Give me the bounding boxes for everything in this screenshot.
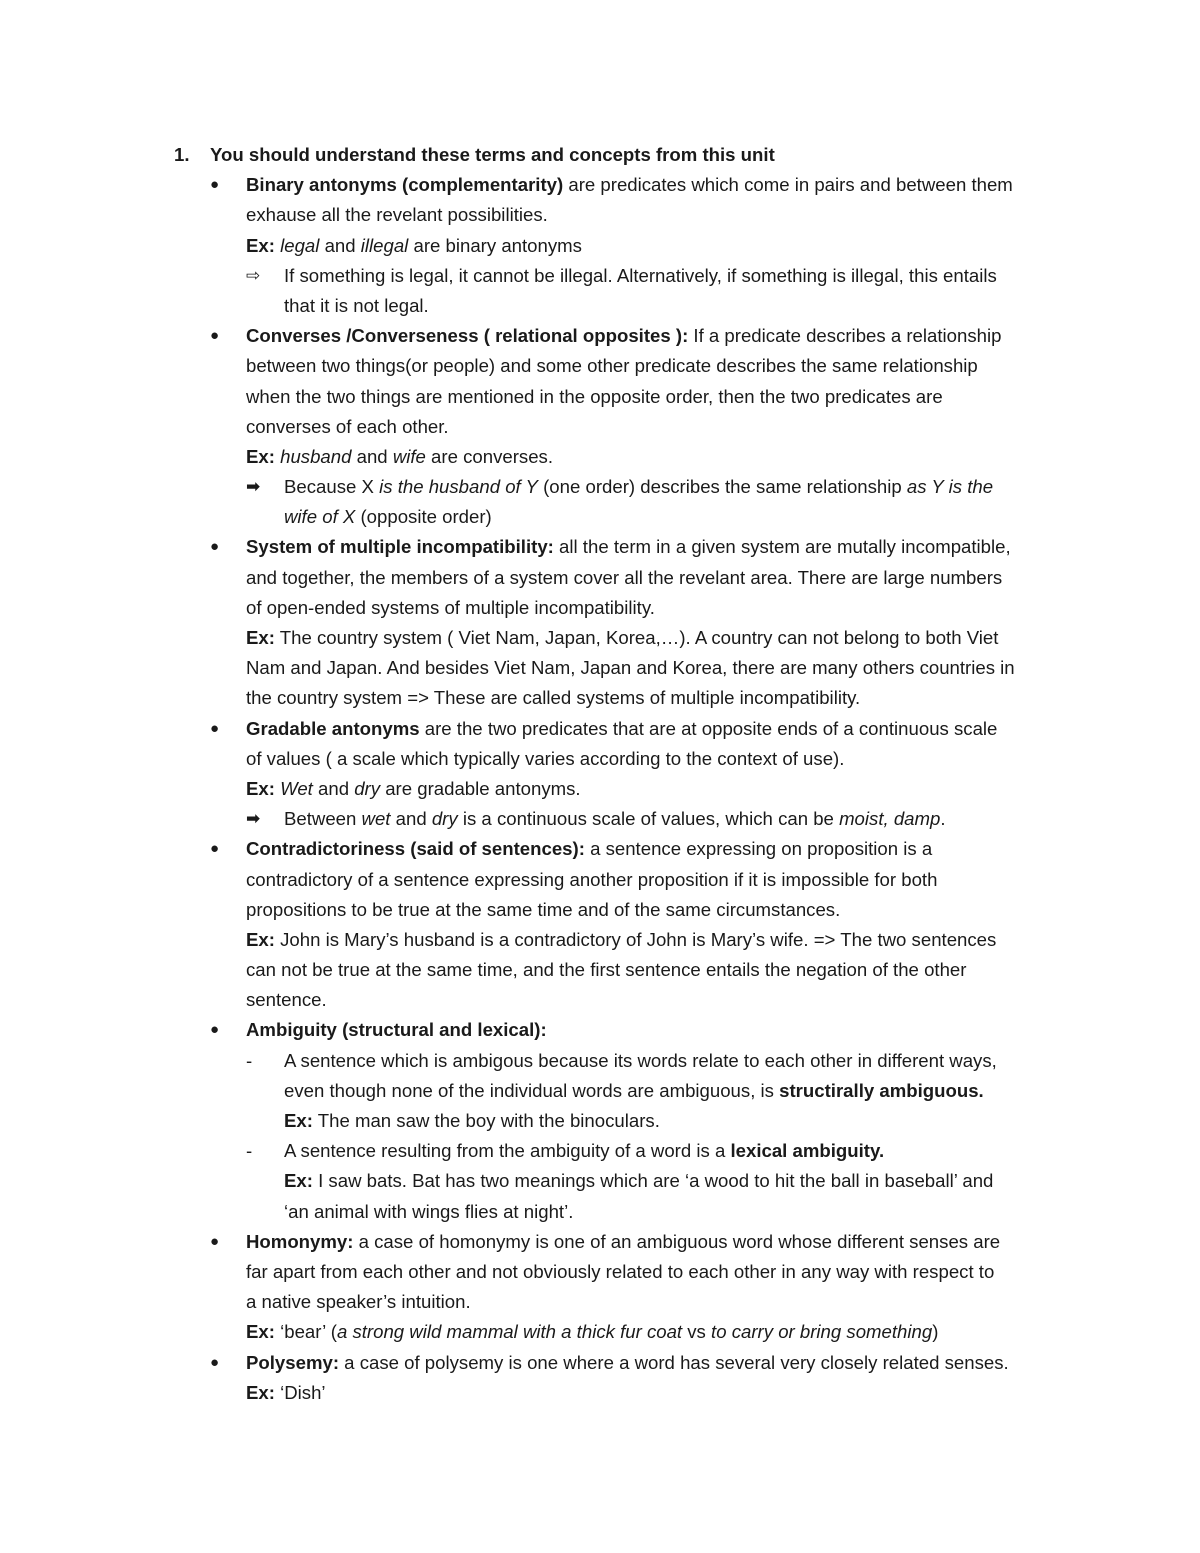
heading-text: You should understand these terms and concepts from this unit [210,144,775,165]
definition-text: contradictory of a sentence expressing another proposition if it is impossible for both [246,868,938,890]
example-text: and [319,234,361,256]
definition-text: far apart from each other and not obviously related to each other in any way with respect to [246,1260,995,1282]
arrow-filled-icon: ➡ [246,809,261,829]
text-line [0,200,1200,230]
definition-text: between two things(or people) and some other predicate describes the same relationship [246,355,978,377]
bullet-icon: ● [210,719,220,737]
contradictoriness-item [0,834,1200,864]
term-polysemy: Polysemy: [246,1351,340,1373]
example-line [0,1317,1200,1347]
example-label: Ex: [284,1170,313,1192]
section-heading [0,140,1200,170]
example-text: ‘an animal with wings flies at night’. [284,1200,574,1222]
example-label: Ex: [246,1321,275,1343]
note-text: . [940,808,946,830]
example-label: Ex: [246,445,275,467]
bullet-icon: ● [210,1353,220,1371]
definition-text: of open-ended systems of multiple incompatibility. [246,596,655,618]
example-text: ‘Dish’ [274,1381,326,1403]
note-text: (opposite order) [355,506,492,528]
term-converses: Converses /Converseness ( relational opposites ): [246,325,689,347]
document-page [0,140,1200,1408]
text-line [0,1197,1200,1227]
example-text: The country system ( Viet Nam, Japan, Korea,…). A country can not belong to both Viet [274,627,999,648]
definition-text: a case of homonymy is one of an ambiguous word whose different senses are [353,1230,1001,1252]
example-text: are binary antonyms [408,234,582,256]
example-text: are converses. [425,445,554,467]
note-italic: wet [361,808,391,830]
example-text: and [312,777,355,799]
text-line [0,744,1200,774]
definition-text: a sentence expressing on proposition is a [584,838,933,860]
polysemy-item [0,1348,1200,1378]
note-italic: dry [431,808,458,830]
arrow-note [0,261,1200,291]
example-line [0,1106,1200,1136]
heading-number: 1. [174,144,190,165]
term-gradable-antonyms: Gradable antonyms [246,717,420,739]
note-text: Between [284,808,362,830]
example-text: the country system => These are called systems of multiple incompatibility. [246,687,861,709]
example-line [0,231,1200,261]
note-italic: as Y is the [906,476,994,498]
note-text: that it is not legal. [284,294,429,316]
example-line [0,1166,1200,1196]
sub-item-structural [0,1046,1200,1076]
text-line [0,593,1200,623]
text-line [0,563,1200,593]
example-word: illegal [360,234,409,256]
text-line [0,653,1200,683]
bullet-icon: ● [210,1232,220,1250]
dash-marker: - [246,1049,253,1071]
bullet-icon: ● [210,327,220,345]
term-lexical-ambiguity: lexical ambiguity. [730,1140,885,1162]
example-text: vs [682,1321,712,1343]
definition-text: a case of polysemy is one where a word has several very closely related senses. [339,1351,1009,1373]
bullet-icon: ● [210,538,220,556]
example-text: and [351,445,393,467]
definition-text: of values ( a scale which typically varies according to the context of use). [246,747,845,769]
text-line [0,351,1200,381]
example-text: are gradable antonyms. [380,777,581,799]
definition-text: converses of each other. [246,415,449,437]
term-structural-ambiguity: structirally ambiguous. [779,1079,984,1101]
text-line [0,1257,1200,1287]
example-line [0,442,1200,472]
converses-item [0,321,1200,351]
example-label: Ex: [246,928,275,950]
arrow-note [0,472,1200,502]
text-line [0,895,1200,925]
definition-text: A sentence which is ambigous because its words relate to each other in different ways, [284,1049,997,1071]
example-line [0,1378,1200,1408]
text-line [0,502,1200,532]
arrow-outline-icon: ⇨ [246,265,261,285]
bullet-icon: ● [210,840,220,858]
binary-antonyms-item [0,170,1200,200]
ambiguity-item [0,1015,1200,1045]
example-italic: to carry or bring something [711,1321,933,1343]
example-label: Ex: [246,777,275,799]
definition-text: all the term in a given system are mutally incompatible, [553,536,1011,558]
example-label: Ex: [246,627,275,648]
homonymy-item [0,1227,1200,1257]
example-word: husband [280,445,352,467]
definition-text: when the two things are mentioned in the opposite order, then the two predicates are [246,385,943,407]
term-ambiguity: Ambiguity (structural and lexical): [246,1019,547,1041]
example-line [0,774,1200,804]
example-word: wife [392,445,426,467]
example-text: I saw bats. Bat has two meanings which are ‘a wood to hit the ball in baseball’ and [312,1170,994,1192]
definition-text: exhause all the revelant possibilities. [246,204,548,226]
text-line [0,1287,1200,1317]
multiple-incompatibility-item [0,532,1200,562]
example-text: ‘bear’ ( [274,1321,337,1343]
definition-text: propositions to be true at the same time and of the same circumstances. [246,898,841,920]
note-italic: is the husband of Y [379,476,538,498]
example-word: Wet [280,777,313,799]
text-line [0,412,1200,442]
example-word: legal [280,234,320,256]
arrow-filled-icon: ➡ [246,477,261,497]
text-line [0,382,1200,412]
term-homonymy: Homonymy: [246,1230,354,1252]
definition-text: If a predicate describes a relationship [688,325,1002,347]
example-text: sentence. [246,989,327,1011]
text-line [0,985,1200,1015]
text-line [0,683,1200,713]
note-text: If something is legal, it cannot be illegal. Alternatively, if something is illegal, this entails [284,264,997,286]
term-contradictoriness: Contradictoriness (said of sentences): [246,838,585,860]
example-text: John is Mary’s husband is a contradictory of John is Mary’s wife. => The two sentences [274,928,997,950]
example-label: Ex: [246,234,275,256]
definition-text: even though none of the individual words are ambiguous, is [284,1079,780,1101]
bullet-icon: ● [210,1021,220,1039]
text-line [0,865,1200,895]
note-text: (one order) describes the same relationship [537,476,907,498]
example-word: dry [354,777,381,799]
sub-item-lexical [0,1136,1200,1166]
example-line [0,925,1200,955]
example-label: Ex: [284,1110,313,1131]
note-italic: moist, damp [839,808,941,830]
gradable-antonyms-item [0,714,1200,744]
example-text: ) [932,1321,939,1343]
note-text: Because X [284,476,380,498]
note-text: is a continuous scale of values, which can be [457,808,840,830]
arrow-note [0,804,1200,834]
text-line [0,291,1200,321]
example-text: Nam and Japan. And besides Viet Nam, Japan and Korea, there are many others countries in [246,657,1015,679]
note-italic: wife of X [284,506,356,528]
example-italic: a strong wild mammal with a thick fur coat [336,1321,683,1343]
term-binary-antonyms: Binary antonyms (complementarity) [246,174,564,196]
example-text: The man saw the boy with the binoculars. [312,1110,660,1131]
definition-text: are the two predicates that are at opposite ends of a continuous scale [419,717,998,739]
example-text: can not be true at the same time, and the first sentence entails the negation of the other [246,959,967,981]
definition-text: A sentence resulting from the ambiguity of a word is a [284,1140,731,1162]
text-line [0,955,1200,985]
bullet-icon: ● [210,176,220,194]
text-line [0,1076,1200,1106]
note-text: and [390,808,432,830]
definition-text: are predicates which come in pairs and between them [563,174,1013,196]
dash-marker: - [246,1140,253,1162]
term-multiple-incompatibility: System of multiple incompatibility: [246,536,554,558]
example-line [0,623,1200,653]
definition-text: and together, the members of a system cover all the revelant area. There are large numbers [246,566,1003,588]
example-label: Ex: [246,1381,275,1403]
definition-text: a native speaker’s intuition. [246,1291,471,1313]
